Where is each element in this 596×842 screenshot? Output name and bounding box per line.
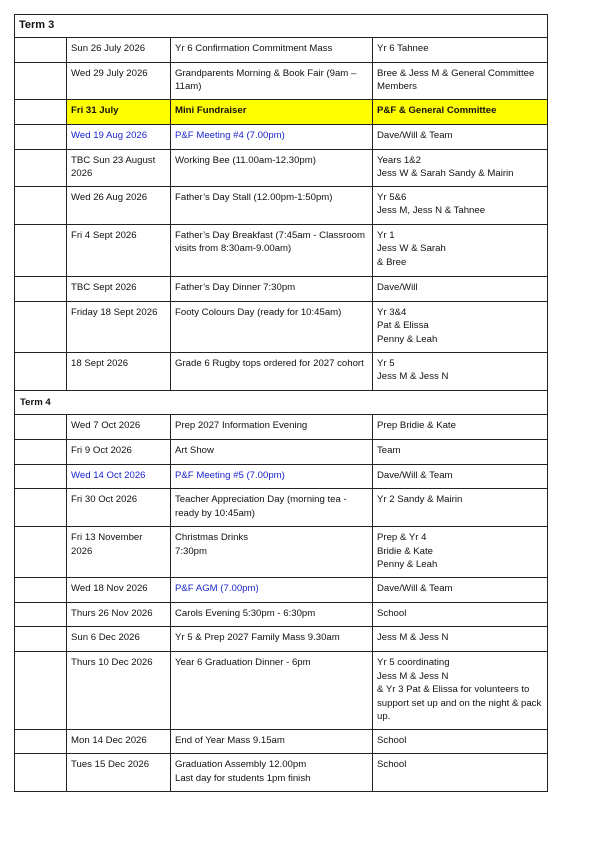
- date-cell: Wed 19 Aug 2026: [67, 125, 171, 150]
- blank-cell: [15, 225, 67, 277]
- event-cell: Yr 6 Confirmation Commitment Mass: [171, 38, 373, 63]
- date-cell: Mon 14 Dec 2026: [67, 730, 171, 754]
- date-cell: Fri 4 Sept 2026: [67, 225, 171, 277]
- date-cell: Fri 13 November 2026: [67, 527, 171, 578]
- table-row: [15, 302, 548, 353]
- table-row: [15, 440, 548, 465]
- date-cell: Wed 7 Oct 2026: [67, 415, 171, 440]
- blank-cell: [15, 603, 67, 627]
- table-row: [15, 225, 548, 277]
- table-row: [15, 125, 548, 150]
- responsible-cell: Yr 5 Jess M & Jess N: [373, 353, 548, 391]
- date-cell: Tues 15 Dec 2026: [67, 754, 171, 792]
- section-title: Term 3: [15, 15, 548, 38]
- date-cell: Fri 9 Oct 2026: [67, 440, 171, 465]
- event-cell: Year 6 Graduation Dinner - 6pm: [171, 652, 373, 730]
- responsible-cell: Yr 5&6 Jess M, Jess N & Tahnee: [373, 187, 548, 225]
- date-cell: Wed 29 July 2026: [67, 63, 171, 100]
- event-cell: Grade 6 Rugby tops ordered for 2027 cohort: [171, 353, 373, 391]
- table-row: [15, 730, 548, 754]
- section-header-row: [15, 391, 548, 415]
- responsible-cell: School: [373, 754, 548, 792]
- event-cell: End of Year Mass 9.15am: [171, 730, 373, 754]
- responsible-cell: Prep & Yr 4 Bridie & Kate Penny & Leah: [373, 527, 548, 578]
- event-cell: Carols Evening 5:30pm - 6:30pm: [171, 603, 373, 627]
- responsible-cell: Dave/Will & Team: [373, 465, 548, 489]
- event-cell: P&F Meeting #4 (7.00pm): [171, 125, 373, 150]
- table-row: [15, 150, 548, 187]
- date-cell: Fri 31 July: [67, 100, 171, 125]
- table-row: [15, 652, 548, 730]
- table-row-highlighted: [15, 100, 548, 125]
- date-cell: TBC Sept 2026: [67, 277, 171, 302]
- table-row: [15, 415, 548, 440]
- events-schedule-table: [14, 14, 548, 792]
- event-cell: Art Show: [171, 440, 373, 465]
- blank-cell: [15, 277, 67, 302]
- table-row: [15, 603, 548, 627]
- date-cell: 18 Sept 2026: [67, 353, 171, 391]
- schedule-body: [15, 15, 548, 792]
- blank-cell: [15, 489, 67, 527]
- date-cell: Thurs 26 Nov 2026: [67, 603, 171, 627]
- section-header-row: [15, 15, 548, 38]
- event-cell: Christmas Drinks 7:30pm: [171, 527, 373, 578]
- responsible-cell: Jess M & Jess N: [373, 627, 548, 652]
- table-row: [15, 38, 548, 63]
- blank-cell: [15, 754, 67, 792]
- date-cell: Wed 18 Nov 2026: [67, 578, 171, 603]
- responsible-cell: School: [373, 730, 548, 754]
- event-cell: Graduation Assembly 12.00pm Last day for students 1pm finish: [171, 754, 373, 792]
- responsible-cell: Years 1&2 Jess W & Sarah Sandy & Mairin: [373, 150, 548, 187]
- section-title: Term 4: [15, 391, 548, 415]
- event-cell: Mini Fundraiser: [171, 100, 373, 125]
- blank-cell: [15, 63, 67, 100]
- blank-cell: [15, 440, 67, 465]
- responsible-cell: Yr 3&4 Pat & Elissa Penny & Leah: [373, 302, 548, 353]
- responsible-cell: Bree & Jess M & General Committee Members: [373, 63, 548, 100]
- date-cell: Wed 26 Aug 2026: [67, 187, 171, 225]
- date-cell: Fri 30 Oct 2026: [67, 489, 171, 527]
- blank-cell: [15, 730, 67, 754]
- event-cell: Yr 5 & Prep 2027 Family Mass 9.30am: [171, 627, 373, 652]
- table-row: [15, 489, 548, 527]
- event-cell: Grandparents Morning & Book Fair (9am – 11am): [171, 63, 373, 100]
- event-cell: Father’s Day Stall (12.00pm-1:50pm): [171, 187, 373, 225]
- blank-cell: [15, 527, 67, 578]
- blank-cell: [15, 465, 67, 489]
- table-row: [15, 578, 548, 603]
- table-row: [15, 277, 548, 302]
- responsible-cell: Team: [373, 440, 548, 465]
- blank-cell: [15, 652, 67, 730]
- responsible-cell: Yr 1 Jess W & Sarah & Bree: [373, 225, 548, 277]
- responsible-cell: P&F & General Committee: [373, 100, 548, 125]
- responsible-cell: Dave/Will: [373, 277, 548, 302]
- date-cell: TBC Sun 23 August 2026: [67, 150, 171, 187]
- table-row: [15, 63, 548, 100]
- blank-cell: [15, 627, 67, 652]
- table-row: [15, 527, 548, 578]
- table-row: [15, 465, 548, 489]
- responsible-cell: Yr 5 coordinating Jess M & Jess N & Yr 3 Pat & Elissa for volunteers to support set up and on the night & pack up.: [373, 652, 548, 730]
- event-cell: Father’s Day Dinner 7:30pm: [171, 277, 373, 302]
- date-cell: Sun 6 Dec 2026: [67, 627, 171, 652]
- blank-cell: [15, 578, 67, 603]
- date-cell: Sun 26 July 2026: [67, 38, 171, 63]
- table-row: [15, 187, 548, 225]
- responsible-cell: Dave/Will & Team: [373, 578, 548, 603]
- blank-cell: [15, 302, 67, 353]
- blank-cell: [15, 415, 67, 440]
- blank-cell: [15, 353, 67, 391]
- event-cell: P&F AGM (7.00pm): [171, 578, 373, 603]
- blank-cell: [15, 187, 67, 225]
- blank-cell: [15, 150, 67, 187]
- event-cell: Footy Colours Day (ready for 10:45am): [171, 302, 373, 353]
- event-cell: Prep 2027 Information Evening: [171, 415, 373, 440]
- event-cell: Teacher Appreciation Day (morning tea - ready by 10:45am): [171, 489, 373, 527]
- blank-cell: [15, 100, 67, 125]
- table-row: [15, 754, 548, 792]
- event-cell: Father’s Day Breakfast (7:45am - Classroom visits from 8:30am-9.00am): [171, 225, 373, 277]
- responsible-cell: School: [373, 603, 548, 627]
- blank-cell: [15, 125, 67, 150]
- responsible-cell: Yr 6 Tahnee: [373, 38, 548, 63]
- responsible-cell: Prep Bridie & Kate: [373, 415, 548, 440]
- table-row: [15, 627, 548, 652]
- date-cell: Thurs 10 Dec 2026: [67, 652, 171, 730]
- blank-cell: [15, 38, 67, 63]
- event-cell: P&F Meeting #5 (7.00pm): [171, 465, 373, 489]
- date-cell: Wed 14 Oct 2026: [67, 465, 171, 489]
- date-cell: Friday 18 Sept 2026: [67, 302, 171, 353]
- responsible-cell: Yr 2 Sandy & Mairin: [373, 489, 548, 527]
- table-row: [15, 353, 548, 391]
- event-cell: Working Bee (11.00am-12.30pm): [171, 150, 373, 187]
- responsible-cell: Dave/Will & Team: [373, 125, 548, 150]
